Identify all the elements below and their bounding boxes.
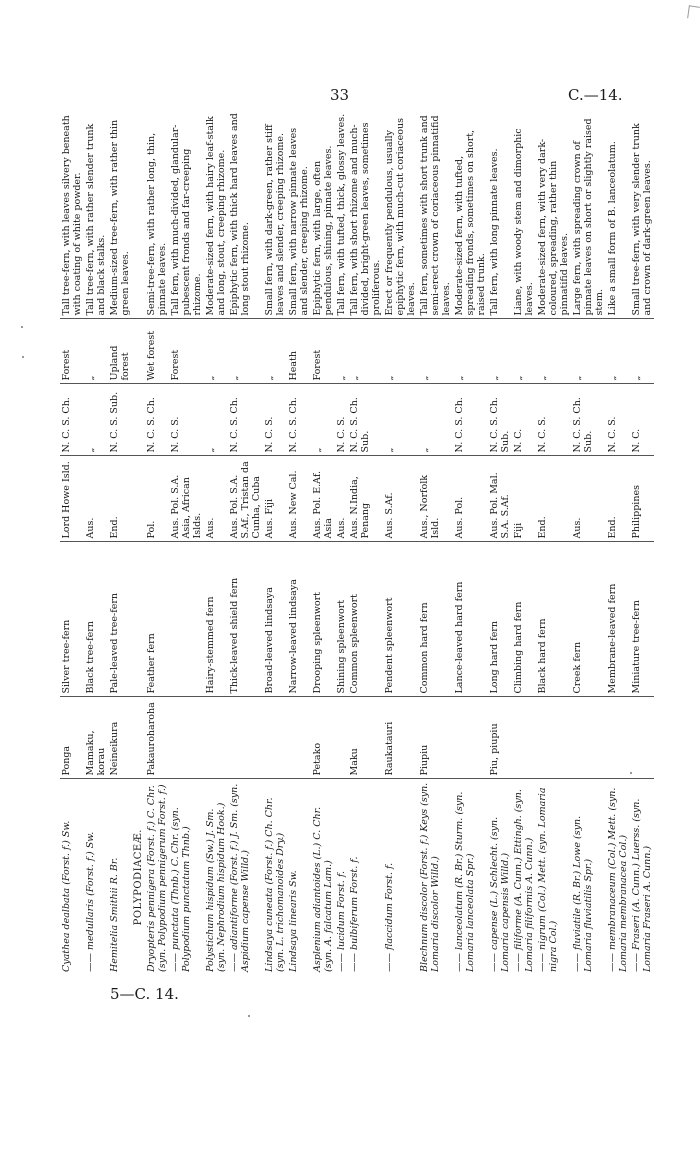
range: Pol. xyxy=(145,456,169,542)
botanical-name: —— punctata (Thnb.) C. Chr. (syn. Polypodium punctatum Thnb.) xyxy=(170,807,192,972)
description: Medium-sized tree-fern, with rather thin green leaves. xyxy=(108,109,132,319)
maori-name xyxy=(630,697,654,779)
districts: N. C. S. Sub. xyxy=(108,384,132,456)
common-name: Pale-leaved tree-fern xyxy=(108,542,132,697)
habitat: „ xyxy=(335,319,348,384)
habitat: „ xyxy=(383,319,418,384)
table-row xyxy=(204,109,228,975)
habitat: „ xyxy=(536,319,571,384)
description: Tall tree-fern, with leaves silvery beneath with coating of white powder. xyxy=(60,109,84,319)
habitat: Heath xyxy=(287,319,311,384)
range: End. xyxy=(536,456,571,542)
description: Tall fern, with short rhizome and much-divided, bright-green leaves, sometimes proliferous. xyxy=(348,109,383,319)
botanical-name: —— filiforme (A. Cunn.) Ettingh. (syn. Lomaria filiformis A. Cunn.) xyxy=(513,789,535,972)
range: Aus. New Cal. xyxy=(287,456,311,542)
common-name: Long hard fern xyxy=(488,542,512,697)
districts: N. C. S. xyxy=(606,384,630,456)
table-row xyxy=(488,109,512,975)
range: Aus. xyxy=(84,456,108,542)
habitat: „ xyxy=(606,319,630,384)
description: Small fern, with dark-green, rather stiff leaves and slender, creeping rhizome. xyxy=(263,109,287,319)
range: Fiji xyxy=(512,456,536,542)
range: Aus. Pol. S.A. Asia, African Islds. xyxy=(169,456,204,542)
range: End. xyxy=(108,456,132,542)
description: Moderate-sized fern, with hairy leaf-stalk and long, stout, creeping rhizome. xyxy=(204,109,228,319)
range: Lord Howe Isld. xyxy=(60,456,84,542)
maori-name xyxy=(335,697,348,779)
maori-name: Pakauroharoha xyxy=(145,697,169,779)
maori-name: Raukatauri xyxy=(383,697,418,779)
botanical-name: —— medullaris (Forst. f.) Sw. xyxy=(85,831,96,972)
table-row xyxy=(108,109,132,975)
description: Tall fern, with tufted, thick, glossy leaves. xyxy=(335,109,348,319)
maori-name xyxy=(536,697,571,779)
maori-name xyxy=(287,697,311,779)
table-row xyxy=(630,109,654,975)
districts: N. C. S. Ch. xyxy=(453,384,488,456)
botanical-name: Hemitelia Smithii R. Br. xyxy=(109,857,120,972)
range: Aus. Fiji xyxy=(263,456,287,542)
districts: N. C. S. Ch. xyxy=(287,384,311,456)
table-row xyxy=(287,109,311,975)
range: End. xyxy=(606,456,630,542)
table-row xyxy=(60,109,84,975)
common-name: Silver tree-fern xyxy=(60,542,84,697)
description: Epiphytic fern, with thick hard leaves and long stout rhizome. xyxy=(228,109,263,319)
range: Aus. xyxy=(571,456,606,542)
maori-name xyxy=(512,697,536,779)
maori-name: Piu, piupiu xyxy=(488,697,512,779)
districts: „ xyxy=(418,384,453,456)
botanical-name: —— lanceolatum (R. Br.) Sturm. (syn. Lomaria lanceolata Spr.) xyxy=(454,791,476,972)
paper-speck xyxy=(21,326,23,328)
botanical-name: —— fluviatile (R. Br.) Lowe (syn. Lomaria fluviatilis Spr.) xyxy=(572,815,594,972)
range: Aus. Pol. Mal. S.A. S.Af. xyxy=(488,456,512,542)
botanical-name: —— adiantiforme (Forst. f.) J. Sm. (syn. Aspidium capense Willd.) xyxy=(229,783,251,972)
common-name: Black hard fern xyxy=(536,542,571,697)
botanical-name: —— nigrum (Col.) Mett. (syn. Lomaria nigra Col.) xyxy=(537,787,559,972)
range: Aus. Pol. E.Af. Asia xyxy=(311,456,335,542)
districts: N. C. S. Ch. xyxy=(145,384,169,456)
table-row xyxy=(84,109,108,975)
paper-speck xyxy=(248,1015,250,1017)
table-row xyxy=(512,109,536,975)
maori-name xyxy=(204,697,228,779)
habitat: Forest xyxy=(311,319,335,384)
table-row xyxy=(383,109,418,975)
maori-name xyxy=(606,697,630,779)
botanical-name: Lindsaya linearis Sw. xyxy=(288,870,299,972)
paper-speck xyxy=(22,356,24,358)
common-name: Feather fern xyxy=(145,542,169,697)
maori-name: Mamaku, korau xyxy=(84,697,108,779)
table-row xyxy=(169,109,204,975)
habitat: „ xyxy=(630,319,654,384)
maori-name: Maku xyxy=(348,697,383,779)
description: Moderate-sized fern, with very dark-coloured, spreading, rather thin pinnatifid leaves. xyxy=(536,109,571,319)
common-name: Broad-leaved lindsaya xyxy=(263,542,287,697)
common-name: Common spleenwort xyxy=(348,542,383,697)
family-header: POLYPODIACEÆ. xyxy=(133,829,144,926)
habitat: „ xyxy=(453,319,488,384)
table-row xyxy=(263,109,287,975)
range: Aus. xyxy=(335,456,348,542)
common-name: Climbing hard fern xyxy=(512,542,536,697)
habitat: „ xyxy=(418,319,453,384)
table-row xyxy=(536,109,571,975)
botanical-name: —— membranaceum (Col.) Mett. (syn. Lomaria membranacea Col.) xyxy=(607,787,629,972)
range: Aus. N.India, Penang xyxy=(348,456,383,542)
table-row xyxy=(145,109,169,975)
districts: N. C. xyxy=(512,384,536,456)
description: Tall tree-fern, with rather slender trunk and black stalks. xyxy=(84,109,108,319)
botanical-name: Blechnum discolor (Forst. f.) Keys (syn. Lomaria discolor Willd.) xyxy=(419,782,441,972)
common-name: Common hard fern xyxy=(418,542,453,697)
habitat: „ xyxy=(84,319,108,384)
habitat: „ xyxy=(348,319,383,384)
maori-name: Neineikura xyxy=(108,697,132,779)
table-row xyxy=(348,109,383,975)
botanical-name: —— capense (L.) Schlecht. (syn. Lomaria capensis Willd.) xyxy=(489,816,511,972)
botanical-name: Polystichum hispidum (Sw.) J. Sm. (syn. Nephrodium hispidum Hook.) xyxy=(205,802,227,972)
description: Moderate-sized fern, with tufted, spreading fronds, sometimes on short, raised trunk. xyxy=(453,109,488,319)
range: Aus., Norfolk Isld. xyxy=(418,456,453,542)
botanical-name: Lindsaya cuneata (Forst. f.) Ch. Chr. (syn. L. trichomanoides Dry.) xyxy=(264,797,286,972)
districts: N. C. xyxy=(630,384,654,456)
botanical-name: —— lucidum Forst. f. xyxy=(336,870,347,972)
botanical-name: —— bulbiferum Forst. f. xyxy=(349,856,360,972)
description: Small tree-fern, with very slender trunk and crown of dark-green leaves. xyxy=(630,109,654,319)
districts: N. C. S. xyxy=(169,384,204,456)
family-header-row xyxy=(132,109,145,975)
maori-name: Ponga xyxy=(60,697,84,779)
botanical-name: —— flaccidum Forst. f. xyxy=(384,862,395,972)
description: Erect or frequently pendulous, usually epiphytic fern, with much-cut coriaceous leaves. xyxy=(383,109,418,319)
common-name: Drooping spleenwort xyxy=(311,542,335,697)
botanical-name: —— Fraseri (A. Cunn.) Luerss. (syn. Lomaria Fraseri A. Cunn.) xyxy=(631,798,653,972)
description: Semi-tree-fern, with rather long, thin, pinnate leaves. xyxy=(145,109,169,319)
range: Aus. S.Af. xyxy=(383,456,418,542)
botanical-name: Asplenium adiantoides (L.) C. Chr. (syn. A. falcatum Lam.) xyxy=(312,806,334,972)
description: Large fern, with spreading crown of pinnate leaves on short or slightly raised stem. xyxy=(571,109,606,319)
description: Tall fern, with long pinnate leaves. xyxy=(488,109,512,319)
common-name xyxy=(169,542,204,697)
districts: „ xyxy=(383,384,418,456)
districts: „ xyxy=(311,384,335,456)
districts: N. C. S. Ch. Sub. xyxy=(488,384,512,456)
description: Liane, with woody stem and dimorphic leaves. xyxy=(512,109,536,319)
maori-name xyxy=(263,697,287,779)
table-row xyxy=(228,109,263,975)
maori-name xyxy=(453,697,488,779)
table-row xyxy=(311,109,335,975)
districts: „ xyxy=(84,384,108,456)
table-row xyxy=(606,109,630,975)
habitat: „ xyxy=(228,319,263,384)
common-name: Narrow-leaved lindsaya xyxy=(287,542,311,697)
habitat: „ xyxy=(571,319,606,384)
botanical-name: Cyathea dealbata (Forst. f.) Sw. xyxy=(61,820,72,972)
districts: N. C. S. xyxy=(536,384,571,456)
range: Aus. xyxy=(204,456,228,542)
common-name: Pendent spleenwort xyxy=(383,542,418,697)
habitat: „ xyxy=(488,319,512,384)
habitat: „ xyxy=(204,319,228,384)
table-row xyxy=(335,109,348,975)
common-name: Thick-leaved shield fern xyxy=(228,542,263,697)
table-row xyxy=(571,109,606,975)
description: Epiphytic fern, with large, often pendulous, shining, pinnate leaves. xyxy=(311,109,335,319)
description: Like a small form of B. lanceolatum. xyxy=(606,109,630,319)
common-name: Lance-leaved hard fern xyxy=(453,542,488,697)
common-name: Miniature tree-fern xyxy=(630,542,654,697)
districts: N. C. S. xyxy=(263,384,287,456)
common-name: Creek fern xyxy=(571,542,606,697)
districts: N. C. S. xyxy=(335,384,348,456)
corner-mark xyxy=(687,5,700,19)
habitat: „ xyxy=(263,319,287,384)
range: Aus. Pol. S.A. S.Af., Tristan da Cunha, Cuba xyxy=(228,456,263,542)
rotated-table-block xyxy=(60,109,653,975)
botanical-name: Dryopteris pennigera (Forst. f.) C. Chr. (syn. Polypodium pennigerum Forst. f.) xyxy=(146,784,168,972)
description: Small fern, with narrow pinnate leaves and slender, creeping rhizome. xyxy=(287,109,311,319)
common-name: Shining spleenwort xyxy=(335,542,348,697)
maori-name xyxy=(169,697,204,779)
range: Aus. Pol. xyxy=(453,456,488,542)
districts: N. C. S. Ch. Sub. xyxy=(571,384,606,456)
page-number: 33 xyxy=(330,86,350,104)
districts: „ xyxy=(204,384,228,456)
districts: N. C. S. Ch. xyxy=(60,384,84,456)
districts: N. C. S. Ch. Sub. xyxy=(348,384,383,456)
habitat: Forest xyxy=(169,319,204,384)
table-row xyxy=(418,109,453,975)
common-name: Membrane-leaved fern xyxy=(606,542,630,697)
habitat: „ xyxy=(512,319,536,384)
habitat: Upland forest xyxy=(108,319,132,384)
range: Philippines xyxy=(630,456,654,542)
sheet-mark: 5—C. 14. xyxy=(110,985,179,1003)
common-name: Black tree-fern xyxy=(84,542,108,697)
maori-name xyxy=(228,697,263,779)
common-name: Hairy-stemmed fern xyxy=(204,542,228,697)
habitat: Forest xyxy=(60,319,84,384)
table-row xyxy=(453,109,488,975)
description: Tall fern, with much-divided, glandular-pubescent fronds and far-creeping rhizome. xyxy=(169,109,204,319)
maori-name: Piupiu xyxy=(418,697,453,779)
habitat: Wet forest xyxy=(145,319,169,384)
maori-name xyxy=(571,697,606,779)
maori-name: Petako xyxy=(311,697,335,779)
fern-table xyxy=(60,109,654,975)
report-reference: C.—14. xyxy=(568,86,623,104)
districts: N. C. S. Ch. xyxy=(228,384,263,456)
description: Tall fern, sometimes with short trunk and semi-erect crown of coriaceous pinnatifid leaves. xyxy=(418,109,453,319)
